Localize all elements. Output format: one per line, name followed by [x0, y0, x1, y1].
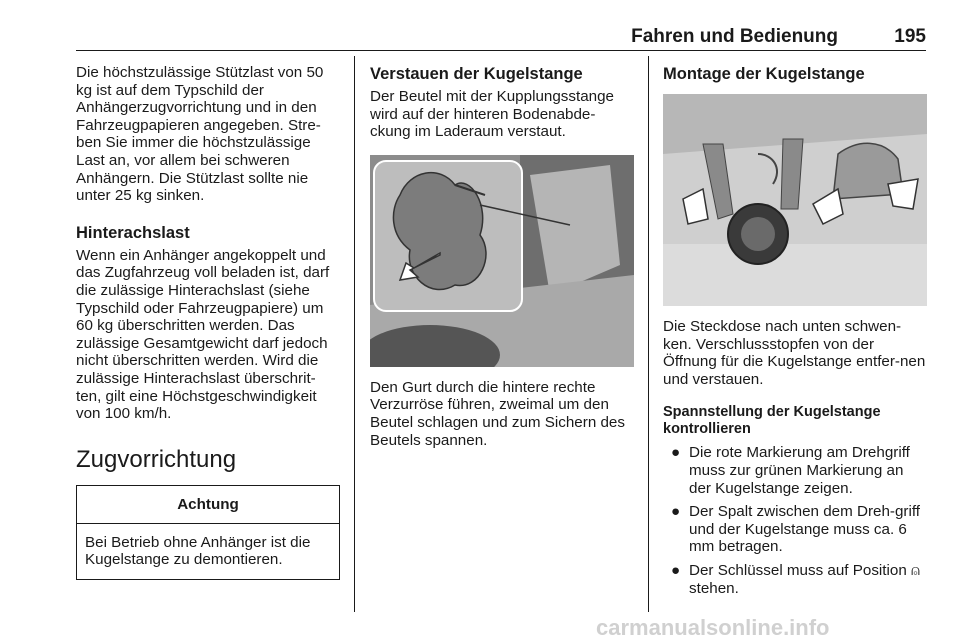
list-item: ● Der Schlüssel muss auf Position ⍝ stehen. [671, 561, 921, 597]
column-2 [370, 64, 634, 449]
bullet-icon: ● [671, 561, 681, 579]
strap-paragraph: Den Gurt durch die hintere rechte Verzurröse führen, zweimal um den Beutel schlagen und zum Sichern des Beutels spannen. [370, 378, 625, 449]
intro-paragraph: Die höchstzulässige Stützlast von 50 kg ist auf dem Typschild der Anhängerzugvorrichtung und in den Fahrzeugpapieren angegeben. Stre-ben Sie immer die höchstzulässige Last an, vor allem bei schweren Anhängern. Die Stützlast sollte nie unter 25 kg sinken. [76, 64, 324, 205]
trunk-bag-illustration [370, 155, 634, 367]
heading-storage: Verstauen der Kugelstange [370, 65, 583, 83]
column-1 [76, 64, 340, 580]
check-list [663, 444, 927, 597]
warning-box [76, 485, 340, 580]
list-item: ● Der Spalt zwischen dem Dreh-griff und der Kugelstange muss ca. 6 mm betragen. [671, 503, 920, 556]
rear-axle-paragraph: Wenn ein Anhänger angekoppelt und das Zugfahrzeug voll beladen ist, darf die zulässige Hinterachslast (siehe Typschild oder Fahrzeugpapiere) um 60 kg überschritten werden. Das zulässige Gesamtgewicht darf jedoch nicht überschritten werden. Wird die zulässige Hinterachslast überschrit-ten, gilt eine Höchstgeschwindigkeit von 100 km/h. [76, 246, 330, 423]
column-3 [663, 64, 927, 597]
warning-title: Achtung [77, 486, 339, 524]
bullet-icon: ● [671, 503, 681, 521]
page-number: 195 [894, 26, 926, 47]
warning-text: Bei Betrieb ohne Anhänger ist die Kugelstange zu demontieren. [85, 533, 311, 569]
column-divider-2 [648, 56, 649, 612]
towbar-illustration [663, 94, 927, 306]
heading-check: Spannstellung der Kugelstange kontrollieren [663, 404, 881, 438]
mounting-paragraph: Die Steckdose nach unten schwen-ken. Verschlussstopfen von der Öffnung für die Kugelstange entfer-nen und verstauen. [663, 318, 926, 388]
column-divider-1 [354, 56, 355, 612]
heading-towing: Zugvorrichtung [76, 445, 237, 473]
bullet-icon: ● [671, 444, 681, 462]
header-rule [76, 50, 926, 51]
page-header [76, 26, 926, 50]
heading-mounting: Montage der Kugelstange [663, 65, 865, 83]
heading-rear-axle: Hinterachslast [76, 223, 190, 242]
storage-paragraph: Der Beutel mit der Kupplungsstange wird auf der hinteren Bodenabde-ckung im Laderaum verstaut. [370, 88, 614, 141]
list-item: ● Die rote Markierung am Drehgriff muss zur grünen Markierung an der Kugelstange zeigen. [671, 444, 910, 497]
header-title: Fahren und Bedienung [631, 26, 838, 47]
watermark: carmanualsonline.info [596, 615, 830, 640]
